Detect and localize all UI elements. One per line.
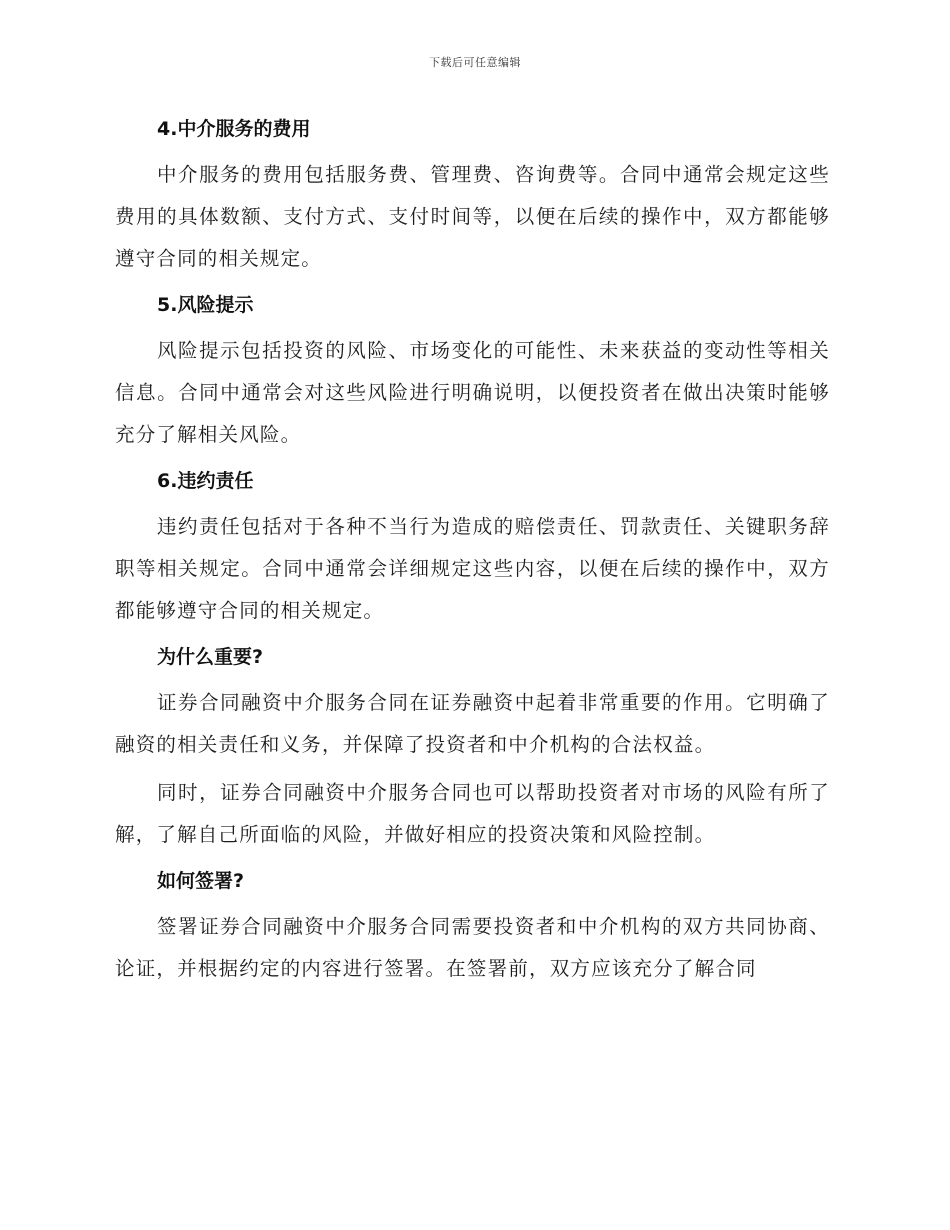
section-heading: 4.中介服务的费用 (157, 118, 311, 140)
section-heading: 如何签署? (157, 870, 245, 892)
section-why-important (115, 638, 830, 856)
section-heading: 5.风险提示 (157, 294, 254, 316)
section-risk-disclosure (115, 286, 830, 456)
section-heading: 为什么重要? (157, 646, 264, 668)
section-breach-liability (115, 462, 830, 632)
body-paragraph: 证券合同融资中介服务合同在证券融资中起着非常重要的作用。它明确了融资的相关责任和义务，并保障了投资者和中介机构的合法权益。 (115, 691, 830, 756)
page-header: 下载后可任意编辑 (429, 56, 521, 69)
body-paragraph: 中介服务的费用包括服务费、管理费、咨询费等。合同中通常会规定这些费用的具体数额、支付方式、支付时间等，以便在后续的操作中，双方都能够遵守合同的相关规定。 (115, 163, 830, 270)
section-heading: 6.违约责任 (157, 470, 254, 492)
body-paragraph: 违约责任包括对于各种不当行为造成的赔偿责任、罚款责任、关键职务辞职等相关规定。合同中通常会详细规定这些内容，以便在后续的操作中，双方都能够遵守合同的相关规定。 (115, 515, 830, 622)
body-paragraph: 同时，证券合同融资中介服务合同也可以帮助投资者对市场的风险有所了解，了解自己所面临的风险，并做好相应的投资决策和风险控制。 (115, 781, 830, 846)
section-intermediary-fees (115, 110, 830, 280)
body-paragraph: 风险提示包括投资的风险、市场变化的可能性、未来获益的变动性等相关信息。合同中通常会对这些风险进行明确说明，以便投资者在做出决策时能够充分了解相关风险。 (115, 339, 830, 446)
section-how-to-sign (115, 862, 830, 990)
body-paragraph: 签署证券合同融资中介服务合同需要投资者和中介机构的双方共同协商、论证，并根据约定的内容进行签署。在签署前，双方应该充分了解合同 (115, 915, 830, 980)
document-body (115, 110, 830, 996)
